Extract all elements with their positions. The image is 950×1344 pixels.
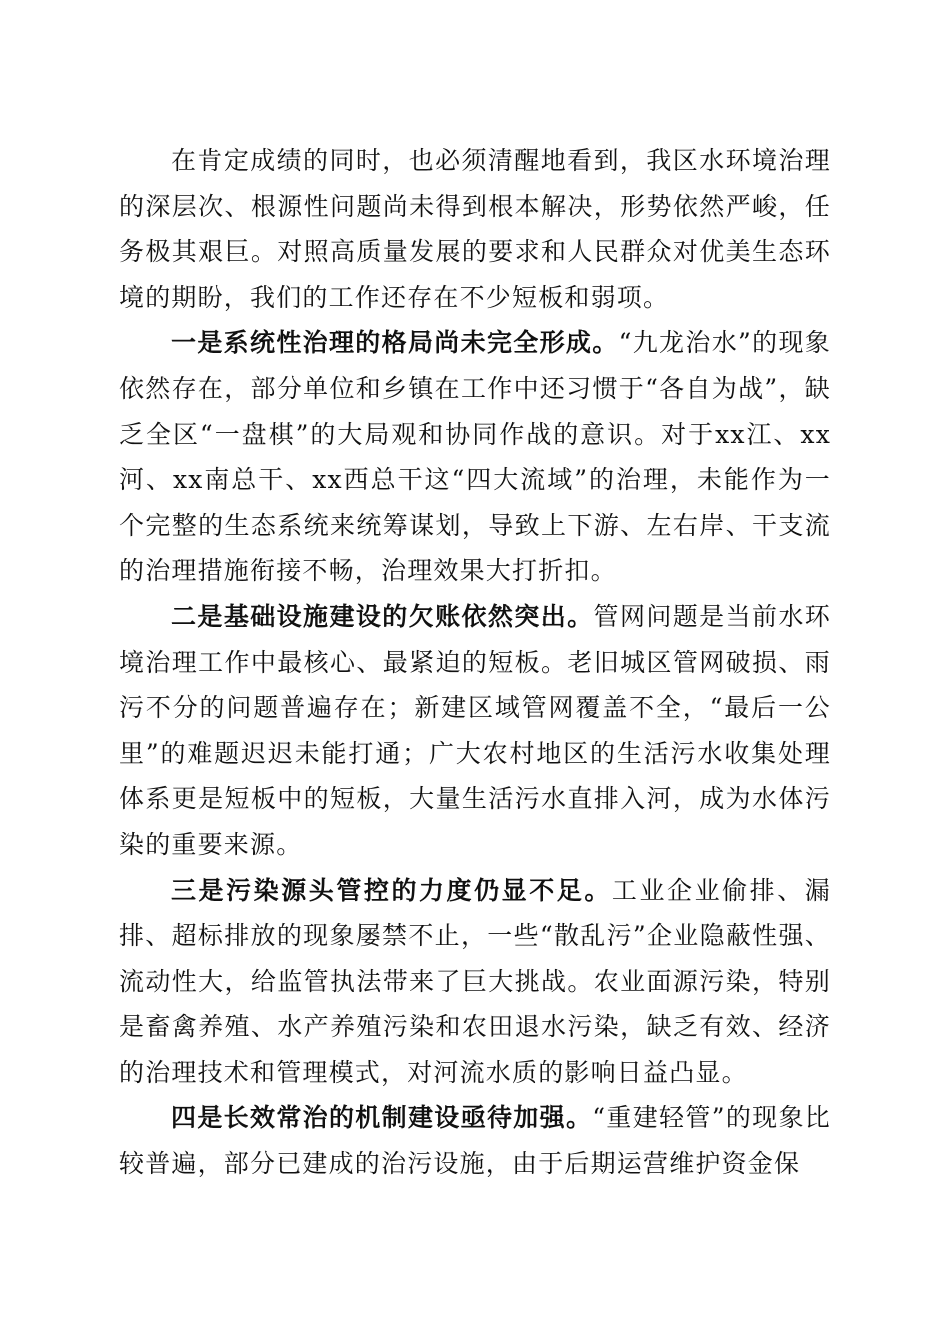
document-body (119, 138, 831, 1187)
paragraph-lead: 四是长效常治的机制建设亟待加强。 (171, 1103, 593, 1133)
paragraph-lead: 二是基础设施建设的欠账依然突出。 (171, 601, 594, 631)
paragraph-point-1 (119, 320, 831, 594)
paragraph-text: 工业企业偷排、漏排、超标排放的现象屡禁不止，一些“散乱污”企业隐蔽性强、流动性大，给监管执法带来了巨大挑战。农业面源污染，特别是畜禽养殖、水产养殖污染和农田退水污染，缺乏有效、经济的治理技术和管理模式，对河流水质的影响日益凸显。 (119, 875, 831, 1087)
paragraph-lead: 一是系统性治理的格局尚未完全形成。 (171, 328, 619, 358)
paragraph-point-4 (119, 1095, 831, 1186)
paragraph-intro (119, 138, 831, 320)
paragraph-text: 在肯定成绩的同时，也必须清醒地看到，我区水环境治理的深层次、根源性问题尚未得到根本解决，形势依然严峻，任务极其艰巨。对照高质量发展的要求和人民群众对优美生态环境的期盼，我们的工作还存在不少短板和弱项。 (119, 146, 831, 312)
paragraph-text: 管网问题是当前水环境治理工作中最核心、最紧迫的短板。老旧城区管网破损、雨污不分的问题普遍存在；新建区域管网覆盖不全，“最后一公里”的难题迟迟未能打通；广大农村地区的生活污水收集处理体系更是短板中的短板，大量生活污水直排入河，成为水体污染的重要来源。 (119, 601, 831, 859)
paragraph-lead: 三是污染源头管控的力度仍显不足。 (171, 875, 612, 905)
paragraph-point-2 (119, 594, 831, 868)
paragraph-point-3 (119, 868, 831, 1096)
paragraph-text: “九龙治水”的现象依然存在，部分单位和乡镇在工作中还习惯于“各自为战”，缺乏全区“一盘棋”的大局观和协同作战的意识。对于xx江、xx河、xx南总干、xx西总干这“四大流域”的治理，未能作为一个完整的生态系统来统筹谋划，导致上下游、左右岸、干支流的治理措施衔接不畅，治理效果大打折扣。 (119, 328, 831, 586)
paragraph-text: “重建轻管”的现象比较普遍，部分已建成的治污设施，由于后期运营维护资金保 (119, 1103, 832, 1179)
